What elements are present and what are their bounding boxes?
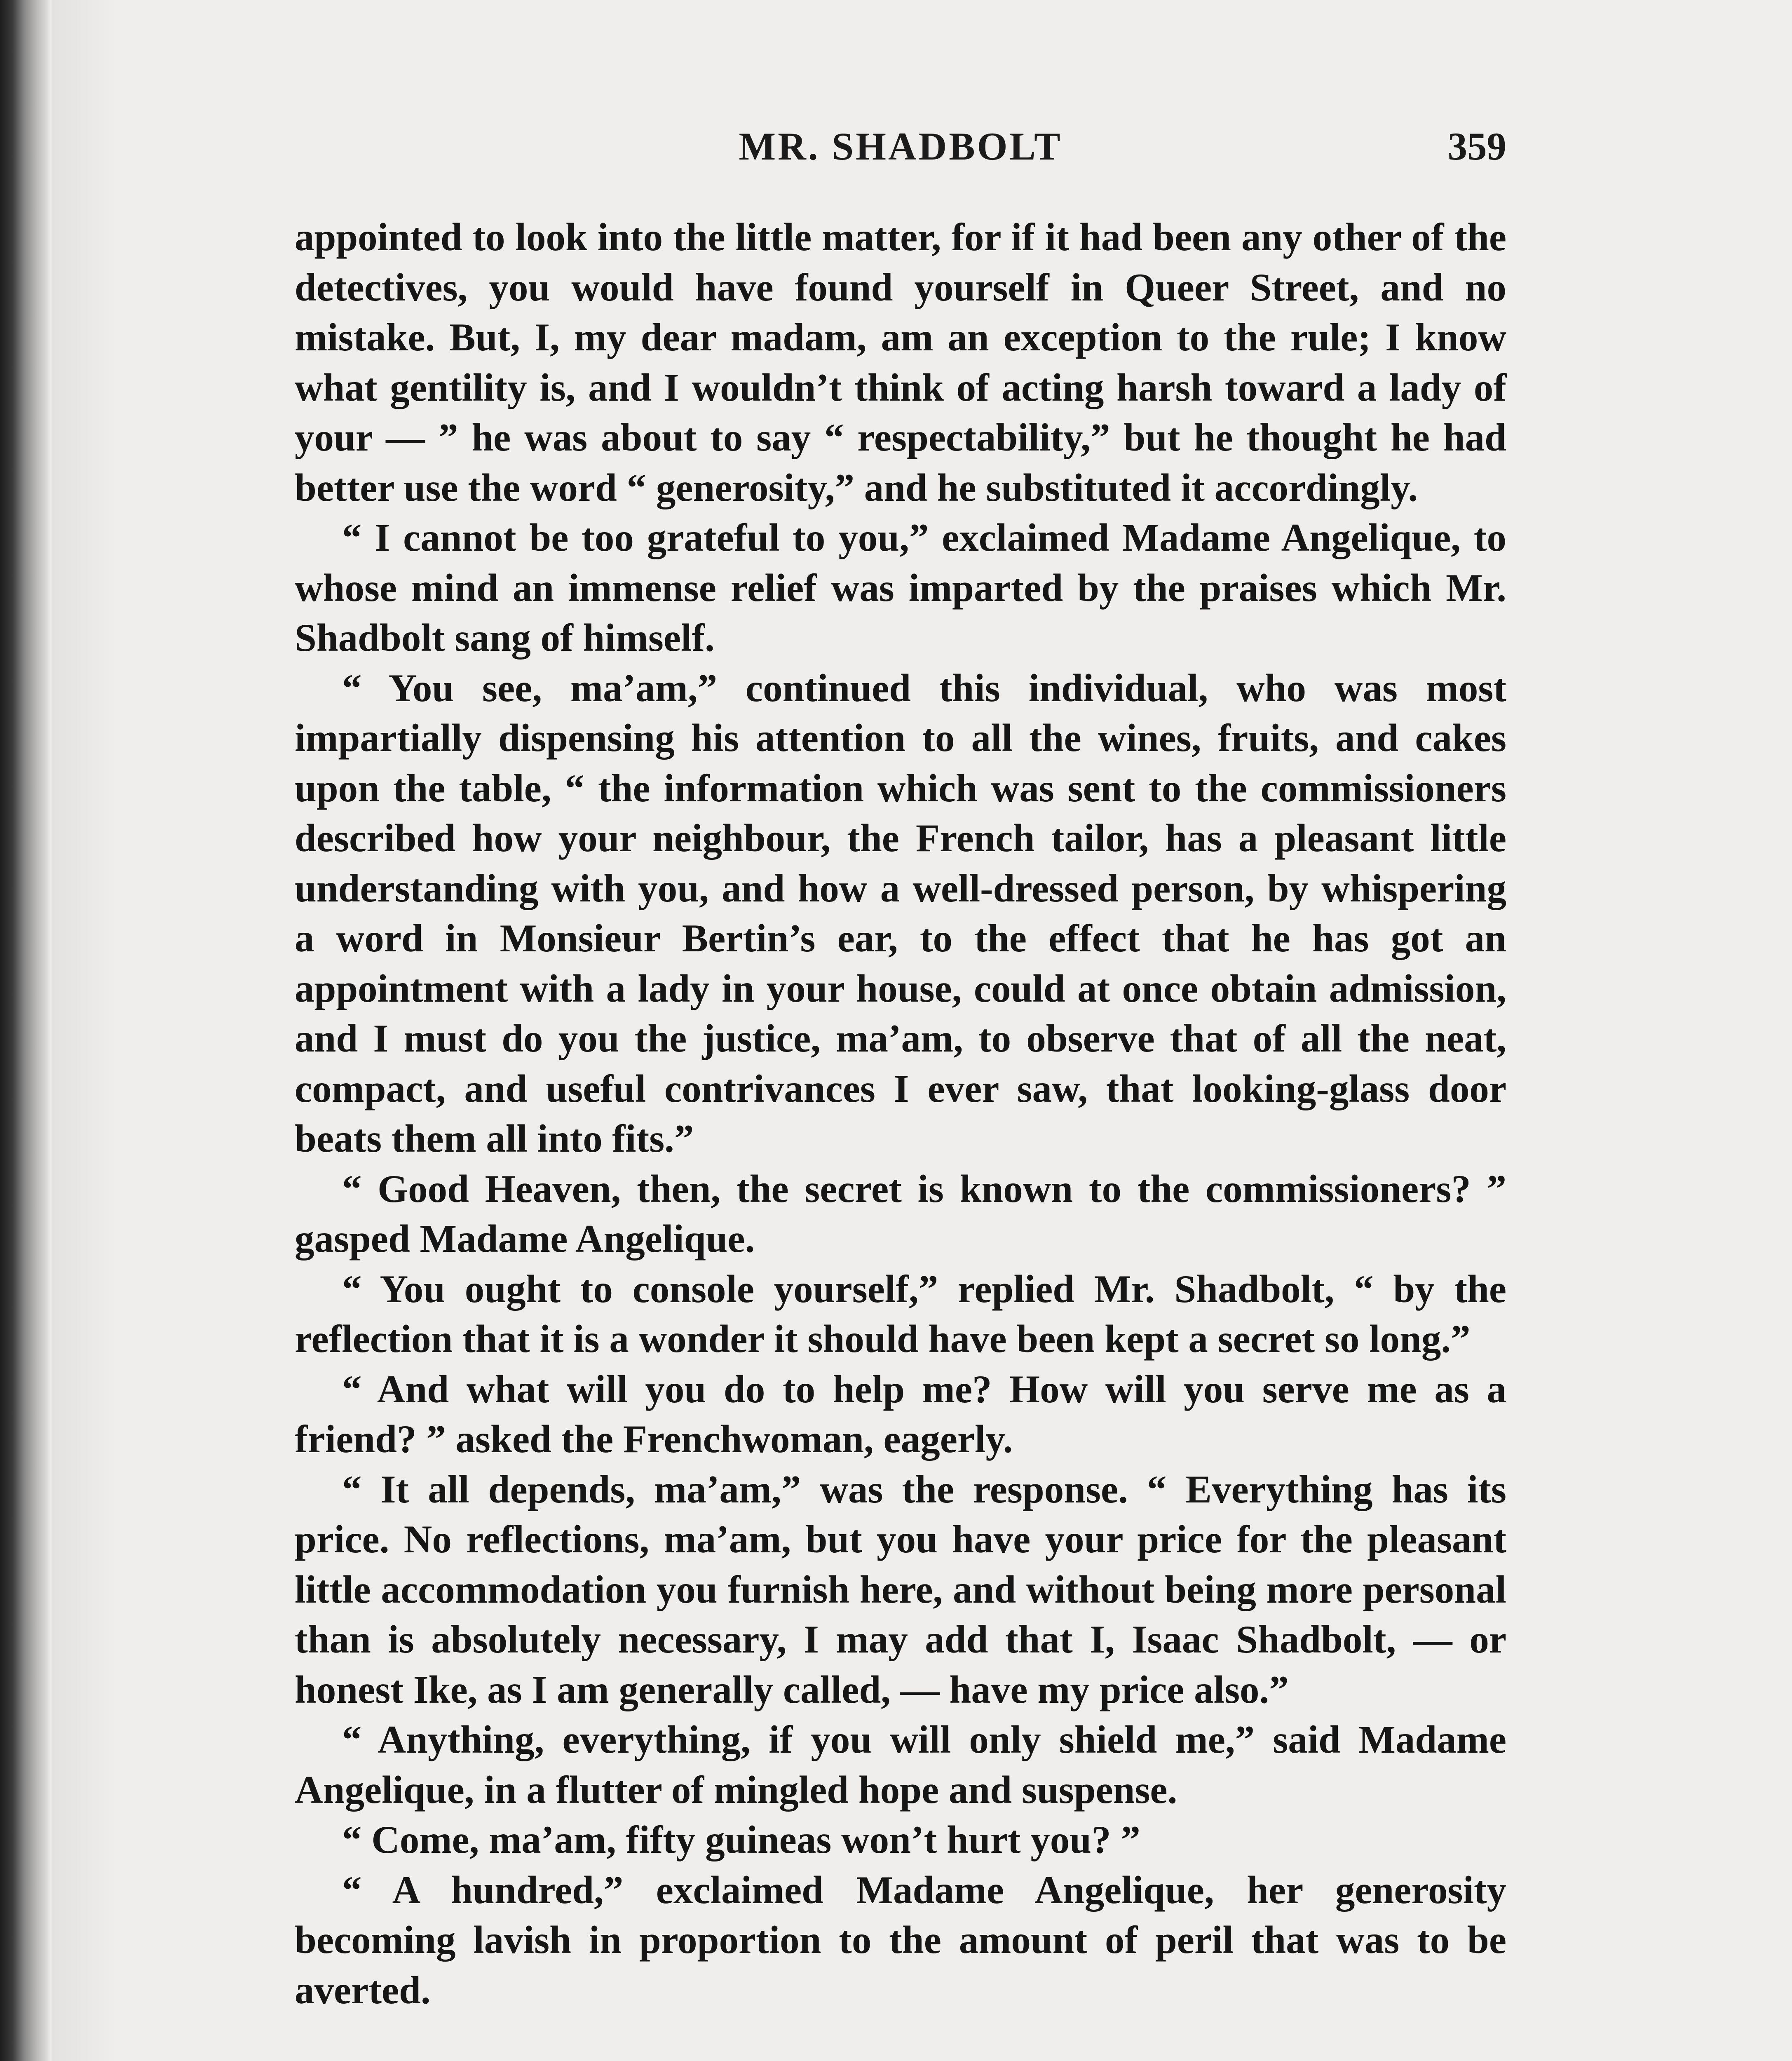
book-spine-edge [0, 0, 52, 2061]
paragraph: “ You see, ma’am,” continued this individual, who was most impartially dispensing his attention to all the wines, fruits, and cakes upon the table, “ the information which was sent to the commissioners described how your neighbour, the French tailor, has a pleasant little understanding with you, and how a well-dressed person, by whispering a word in Monsieur Bertin’s ear, to the effect that he has got an appointment with a lady in your house, could at once obtain admission, and I must do you the justice, ma’am, to observe that of all the neat, compact, and useful contrivances I ever saw, that looking-glass door beats them all into fits.” [295, 666, 1506, 1160]
paragraph: “ I cannot be too grateful to you,” exclaimed Madame Angelique, to whose mind an immense relief was imparted by the praises which Mr. Shadbolt sang of himself. [295, 516, 1506, 660]
paragraph: “ Good Heaven, then, the secret is known to the commissioners? ” gasped Madame Angelique. [295, 1167, 1506, 1261]
body-text [295, 212, 1506, 2015]
page-number: 359 [1447, 124, 1506, 168]
paragraph: appointed to look into the little matter, for if it had been any other of the detectives, you would have found yourself in Queer Street, and no mistake. But, I, my dear madam, am an exception to the rule; I know what gentility is, and I wouldn’t think of acting harsh toward a lady of your — ” he was about to say “ respectability,” but he thought he had better use the word “ generosity,” and he substituted it accordingly. [295, 215, 1506, 509]
running-head: MR. SHADBOLT [739, 124, 1063, 168]
paragraph: “ Anything, everything, if you will only shield me,” said Madame Angelique, in a flutter of mingled hope and suspense. [295, 1718, 1506, 1812]
paragraph: “ It all depends, ma’am,” was the response. “ Everything has its price. No reflections, ma’am, but you have your price for the pleasant little accommodation you furnish here, and without being more personal than is absolutely necessary, I may add that I, Isaac Shadbolt, — or honest Ike, as I am generally called, — have my price also.” [295, 1467, 1506, 1711]
paragraph: “ And what will you do to help me? How will you serve me as a friend? ” asked the Frenchwoman, eagerly. [295, 1367, 1506, 1461]
paragraph: “ Come, ma’am, fifty guineas won’t hurt you? ” [342, 1818, 1140, 1861]
page-header [295, 124, 1506, 185]
gutter-shadow [52, 0, 117, 2061]
paragraph: “ A hundred,” exclaimed Madame Angelique, her generosity becoming lavish in proportion to the amount of peril that was to be averted. [295, 1868, 1506, 2012]
paragraph: “ You ought to console yourself,” replied Mr. Shadbolt, “ by the reflection that it is a wonder it should have been kept a secret so long.” [295, 1267, 1506, 1361]
